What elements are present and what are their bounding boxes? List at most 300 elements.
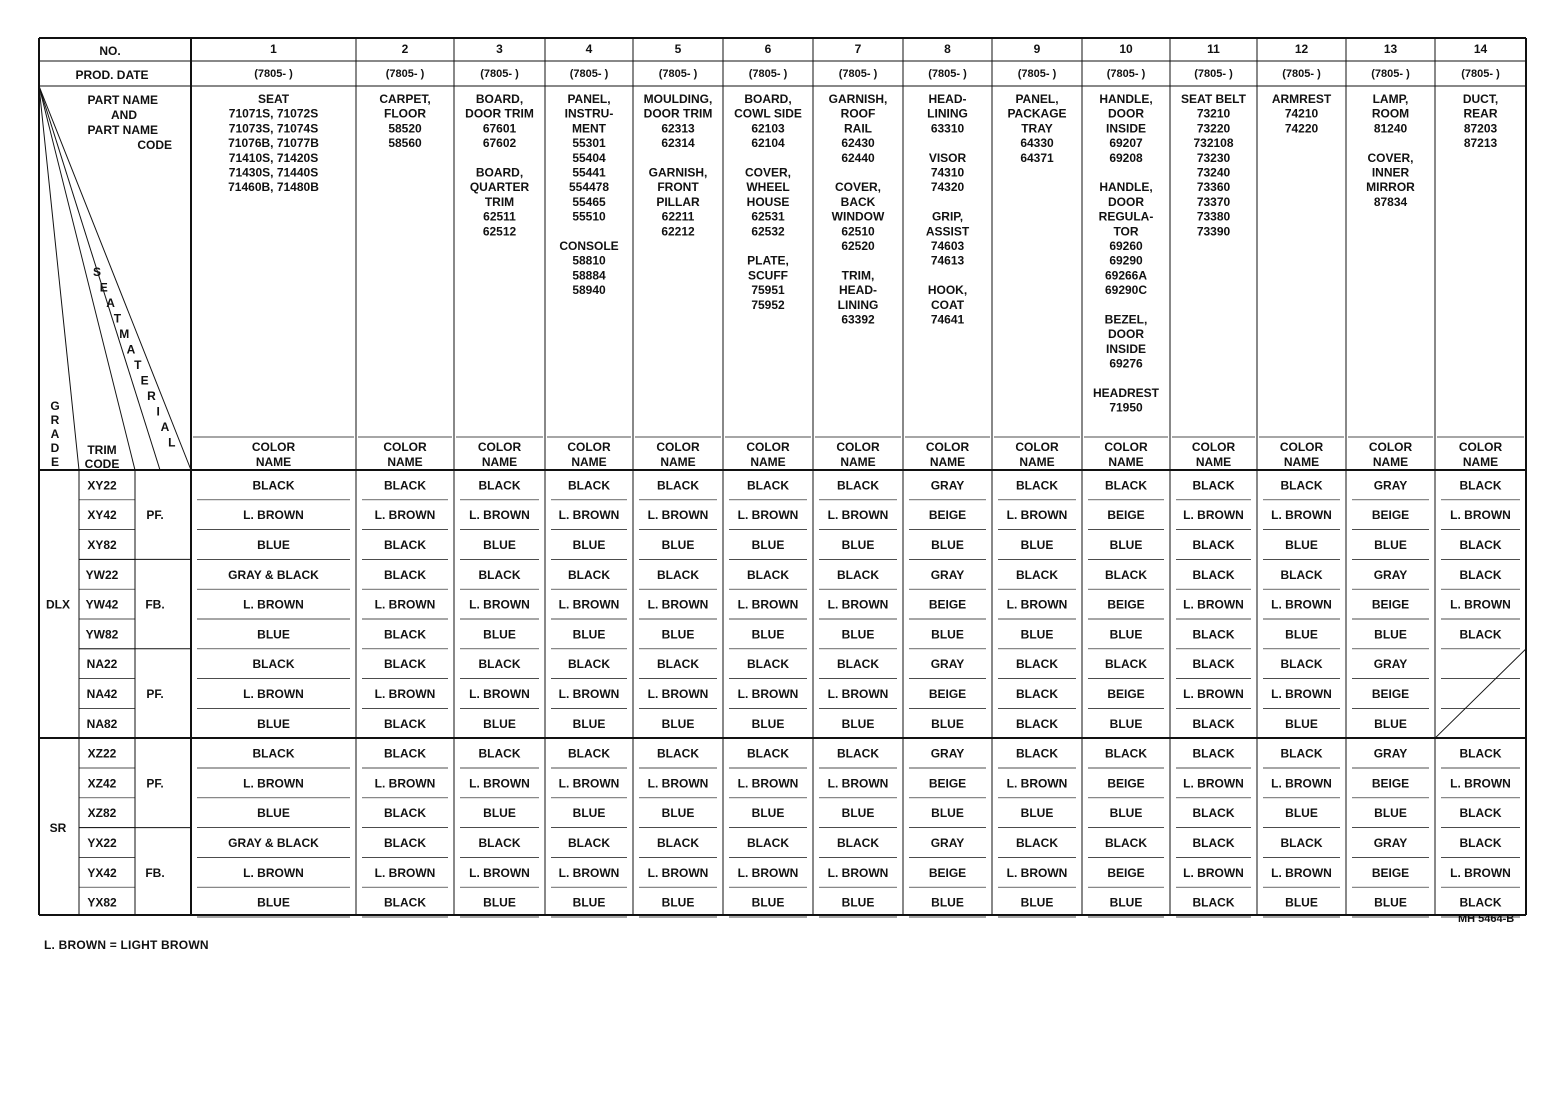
column-number: 14 [1473, 42, 1488, 56]
prod-date: (7805- ) [1106, 68, 1146, 80]
color-cell: L. BROWN [1450, 776, 1511, 791]
color-cell: BLACK [568, 657, 610, 672]
seat-material-letter: E [99, 280, 108, 295]
color-cell: BLACK [1459, 836, 1502, 850]
color-cell: GRAY [1373, 657, 1408, 672]
part-name: RAIL [844, 121, 872, 136]
part-name: 58810 [572, 253, 606, 268]
part-name: PACKAGE [1007, 106, 1067, 121]
color-cell: BLACK [837, 478, 879, 493]
column-number: 4 [585, 42, 593, 56]
part-name: 69260 [1109, 239, 1143, 253]
color-cell: L. BROWN [1183, 597, 1244, 612]
part-name: COAT [930, 297, 965, 312]
color-name-header: COLOR [1104, 440, 1148, 454]
color-cell: BLACK [657, 567, 699, 582]
color-cell: L. BROWN [558, 597, 620, 612]
part-name-header: AND [111, 108, 137, 122]
part-name: DOOR [1108, 327, 1144, 342]
column-number: 2 [401, 42, 409, 56]
color-cell: BLACK [747, 836, 789, 850]
color-cell: BLUE [1285, 538, 1318, 552]
part-name: 62212 [661, 224, 695, 239]
part-name: 73360 [1196, 180, 1231, 195]
part-name: 62520 [841, 239, 875, 253]
color-name-header: NAME [660, 455, 696, 469]
trim-code: XZ82 [87, 806, 117, 821]
color-cell: BLACK [478, 836, 521, 850]
color-cell: BLACK [384, 538, 426, 552]
color-cell: BLACK [1105, 478, 1147, 493]
color-cell: BEIGE [928, 597, 967, 612]
footnote: L. BROWN = LIGHT BROWN [44, 938, 209, 952]
part-name: GARNISH, [648, 165, 708, 180]
part-name: REGULA- [1098, 209, 1154, 224]
color-cell: L. BROWN [374, 776, 436, 791]
part-name: HOUSE [746, 194, 790, 209]
color-cell: BLACK [1192, 836, 1235, 850]
color-cell: BLACK [1192, 657, 1235, 672]
trim-code: YX22 [87, 836, 117, 850]
color-cell: BLUE [483, 538, 516, 552]
color-cell: L. BROWN [737, 597, 799, 612]
part-name: DOOR TRIM [465, 106, 534, 121]
part-name: 73380 [1196, 209, 1231, 224]
part-name: TRIM [484, 194, 515, 209]
color-cell: L. BROWN [737, 865, 799, 880]
color-cell: BLACK [384, 836, 426, 850]
color-cell: BLACK [837, 567, 879, 582]
color-cell: L. BROWN [469, 687, 530, 701]
color-cell: BLUE [257, 627, 290, 642]
part-name: MOULDING, [643, 92, 713, 106]
part-name: 55441 [572, 165, 606, 180]
color-cell: BLACK [657, 746, 699, 761]
color-cell: BLACK [252, 746, 295, 761]
color-cell: GRAY [1373, 478, 1408, 493]
part-name: FLOOR [384, 106, 426, 121]
color-name-header: COLOR [1191, 440, 1236, 454]
color-cell: BLACK [384, 746, 426, 761]
trim-code: XZ42 [87, 776, 117, 791]
grade-letter: G [50, 399, 60, 413]
color-cell: BLACK [1459, 538, 1502, 552]
part-name: 62103 [751, 121, 785, 136]
color-cell: L. BROWN [558, 687, 620, 701]
color-cell: BLUE [1285, 806, 1318, 821]
color-cell: BLUE [841, 716, 875, 731]
trim-code: YW22 [85, 567, 119, 582]
color-name-header: COLOR [477, 440, 522, 454]
color-cell: BLACK [1280, 746, 1323, 761]
part-name: 69290 [1109, 253, 1143, 268]
color-cell: BLUE [661, 627, 695, 642]
part-name: ROOF [840, 106, 876, 121]
part-name: TOR [1113, 224, 1139, 239]
color-name-header: COLOR [1015, 440, 1059, 454]
part-name: 74210 [1284, 106, 1319, 121]
part-name: 81240 [1373, 121, 1408, 136]
color-cell: L. BROWN [827, 597, 889, 612]
part-name: REAR [1463, 106, 1498, 121]
part-name: 74320 [930, 180, 965, 195]
color-cell: BEIGE [1371, 597, 1410, 612]
color-cell: BLUE [661, 716, 695, 731]
part-name: 64371 [1020, 150, 1054, 165]
column-number: 12 [1294, 42, 1309, 56]
color-cell: L. BROWN [1271, 687, 1332, 701]
part-name: CARPET, [379, 92, 431, 106]
part-name: VISOR [928, 150, 967, 165]
color-cell: BLUE [931, 627, 964, 642]
color-cell: L. BROWN [647, 865, 709, 880]
column-number: 9 [1033, 42, 1041, 56]
color-cell: L. BROWN [243, 865, 304, 880]
color-cell: BLUE [1109, 806, 1143, 821]
color-cell: BLUE [1374, 895, 1407, 910]
trim-code: XZ22 [87, 746, 117, 761]
color-cell: BLUE [841, 627, 875, 642]
part-name: PLATE, [747, 253, 789, 268]
grade-letter: R [50, 413, 60, 427]
color-cell: L. BROWN [737, 508, 799, 523]
color-cell: BLUE [751, 538, 785, 552]
part-name: 58520 [388, 121, 422, 136]
color-cell: BLACK [1280, 567, 1323, 582]
part-name: BOARD, [744, 92, 792, 106]
color-cell: GRAY [930, 657, 965, 672]
color-cell: L. BROWN [647, 597, 709, 612]
color-cell: BLACK [837, 836, 879, 850]
part-name: SEAT BELT [1181, 92, 1246, 106]
no-label: NO. [99, 44, 121, 58]
part-name: WHEEL [746, 180, 790, 195]
color-name-header: COLOR [836, 440, 880, 454]
color-cell: BLUE [257, 538, 290, 552]
seat-material-letter: S [92, 265, 102, 279]
color-cell: L. BROWN [469, 508, 530, 523]
color-cell: BLUE [1109, 895, 1143, 910]
color-cell: BLUE [1109, 627, 1143, 642]
color-cell: L. BROWN [243, 687, 304, 701]
trim-code: YW42 [85, 597, 119, 612]
prod-date: (7805- ) [385, 68, 425, 80]
part-name: 62510 [841, 224, 875, 239]
color-cell: GRAY [1373, 836, 1408, 850]
color-name-header: NAME [1019, 455, 1055, 469]
color-cell: BLACK [1105, 657, 1147, 672]
color-cell: L. BROWN [243, 597, 304, 612]
color-cell: L. BROWN [827, 687, 889, 701]
color-cell: BEIGE [928, 687, 967, 701]
grade-letter: E [50, 455, 60, 469]
part-name: 73210 [1196, 106, 1231, 121]
color-name-header: NAME [255, 455, 292, 469]
color-name-header: COLOR [1279, 440, 1324, 454]
color-cell: GRAY [930, 478, 965, 493]
part-name: 62532 [751, 224, 785, 239]
part-name: 64330 [1020, 136, 1054, 151]
color-cell: BLACK [1105, 746, 1147, 761]
color-cell: BLUE [751, 806, 785, 821]
color-cell: BLACK [1016, 716, 1058, 731]
color-cell: BLACK [657, 657, 699, 672]
trim-code: NA42 [86, 687, 118, 701]
part-name: 62314 [661, 136, 695, 151]
color-name-header: NAME [1462, 455, 1499, 469]
color-cell: L. BROWN [374, 508, 436, 523]
column-number: 10 [1119, 42, 1133, 56]
color-cell: L. BROWN [1006, 865, 1068, 880]
part-name: LINING [837, 297, 879, 312]
color-cell: GRAY [930, 836, 965, 850]
column-number: 3 [496, 42, 503, 56]
color-cell: L. BROWN [558, 508, 620, 523]
color-name-header: NAME [840, 455, 876, 469]
color-cell: L. BROWN [558, 776, 620, 791]
not-applicable-diagonal [1435, 649, 1526, 738]
color-cell: GRAY & BLACK [228, 567, 319, 582]
part-name: 71460B, 71480B [228, 180, 319, 195]
seat-material-letter: T [134, 358, 142, 372]
prod-date: (7805- ) [658, 68, 698, 80]
document-id: MH 5464-B [1458, 913, 1515, 925]
color-cell: BEIGE [1107, 597, 1145, 612]
trim-code: NA22 [86, 657, 118, 672]
part-name: 58560 [388, 136, 422, 151]
color-cell: L. BROWN [374, 865, 436, 880]
color-cell: BLACK [1016, 657, 1058, 672]
color-cell: BLUE [257, 895, 290, 910]
part-name: 71076B, 71077B [228, 136, 319, 151]
color-cell: GRAY & BLACK [228, 836, 319, 850]
color-name-header: NAME [1283, 455, 1320, 469]
part-name: 74220 [1284, 121, 1319, 136]
color-cell: BLACK [478, 478, 521, 493]
trim-code: YW82 [85, 627, 119, 642]
column-number: 1 [270, 42, 277, 56]
color-cell: L. BROWN [1271, 597, 1332, 612]
seat-material-letter: A [126, 342, 136, 357]
color-cell: L. BROWN [647, 508, 709, 523]
part-name: 87213 [1463, 136, 1498, 151]
trim-code-header: TRIM [87, 443, 117, 457]
color-cell: L. BROWN [827, 776, 889, 791]
color-cell: BLACK [384, 716, 426, 731]
color-cell: BEIGE [928, 776, 967, 791]
part-name: 73370 [1196, 194, 1231, 209]
part-name: 67602 [482, 136, 517, 151]
prod-date: (7805- ) [1282, 68, 1321, 80]
part-name: HEAD- [928, 92, 967, 106]
prod-date: (7805- ) [748, 68, 788, 80]
color-cell: BLACK [1192, 806, 1235, 821]
color-name-header: NAME [571, 455, 607, 469]
part-name: 73230 [1196, 150, 1231, 165]
color-cell: BEIGE [1371, 776, 1410, 791]
color-cell: L. BROWN [469, 597, 530, 612]
part-name: INSTRU- [564, 106, 614, 121]
part-name: 62511 [483, 209, 516, 224]
color-cell: BLUE [257, 806, 290, 821]
part-name: 69266A [1104, 268, 1148, 283]
color-cell: L. BROWN [374, 597, 436, 612]
part-name: 55404 [572, 150, 606, 165]
part-name: COVER, [744, 165, 792, 180]
part-name: 69290C [1104, 283, 1148, 298]
color-cell: BLACK [1016, 687, 1058, 701]
color-cell: BEIGE [928, 508, 967, 523]
color-cell: BLACK [568, 478, 610, 493]
color-cell: BLACK [384, 806, 426, 821]
color-name-header: NAME [929, 455, 966, 469]
part-name: 63310 [930, 121, 965, 136]
color-cell: BLACK [747, 567, 789, 582]
part-name: 55301 [572, 136, 606, 151]
part-name: 58884 [572, 268, 606, 283]
part-name: 63392 [841, 312, 875, 327]
color-cell: BLUE [661, 538, 695, 552]
part-name: GRIP, [931, 209, 964, 224]
part-name: 69207 [1109, 136, 1143, 151]
color-cell: BLACK [478, 746, 521, 761]
part-name: 74310 [930, 165, 965, 180]
color-cell: BLUE [483, 895, 516, 910]
part-name: 62531 [751, 209, 785, 224]
color-cell: BLUE [1020, 627, 1054, 642]
part-name: BACK [840, 194, 876, 209]
color-cell: BLACK [747, 478, 789, 493]
color-name-header: COLOR [567, 440, 611, 454]
color-cell: BLUE [1285, 716, 1318, 731]
part-name: 69208 [1109, 150, 1143, 165]
color-cell: BEIGE [1371, 508, 1410, 523]
column-number: 6 [764, 42, 772, 56]
part-name: SEAT [257, 92, 290, 106]
seat-material-letter: T [113, 311, 122, 326]
color-cell: GRAY [930, 746, 965, 761]
part-name: LINING [927, 106, 968, 121]
color-name-header: COLOR [1458, 440, 1503, 454]
part-name: 67601 [482, 121, 517, 136]
color-cell: BEIGE [928, 865, 967, 880]
color-cell: BLACK [1105, 567, 1147, 582]
color-cell: L. BROWN [1006, 597, 1068, 612]
color-cell: BLACK [1459, 567, 1502, 582]
color-cell: BLUE [661, 806, 695, 821]
color-cell: BLACK [568, 836, 610, 850]
part-name: COVER, [1367, 150, 1414, 165]
part-name: PANEL, [567, 92, 611, 106]
color-cell: BLUE [841, 806, 875, 821]
color-cell: BLACK [1192, 895, 1235, 910]
part-name: COWL SIDE [734, 106, 802, 121]
color-cell: L. BROWN [737, 776, 799, 791]
color-cell: L. BROWN [374, 687, 436, 701]
part-name-header: CODE [137, 138, 172, 152]
color-cell: BLUE [1109, 538, 1143, 552]
color-cell: BLACK [1280, 657, 1323, 672]
color-cell: L. BROWN [469, 865, 530, 880]
part-name: DUCT, [1462, 92, 1499, 106]
part-name: CONSOLE [559, 239, 619, 253]
color-cell: BEIGE [1107, 776, 1145, 791]
part-name: 73220 [1196, 121, 1231, 136]
part-name: 71950 [1109, 400, 1143, 415]
seat-material: FB. [145, 597, 165, 612]
color-cell: BLUE [483, 716, 516, 731]
color-cell: BLUE [572, 895, 606, 910]
color-cell: BLUE [572, 538, 606, 552]
color-cell: BLUE [1285, 895, 1318, 910]
seat-material-letter: A [106, 296, 115, 310]
part-name: 71410S, 71420S [228, 150, 319, 165]
color-cell: BLACK [1016, 836, 1058, 850]
color-cell: GRAY [930, 567, 965, 582]
trim-code: XY82 [87, 538, 117, 552]
color-cell: L. BROWN [1450, 508, 1511, 523]
color-cell: BLACK [1016, 478, 1058, 493]
color-cell: BLACK [1016, 567, 1058, 582]
color-cell: BLACK [568, 567, 610, 582]
color-cell: BLACK [657, 836, 699, 850]
part-name: HOOK, [927, 283, 968, 298]
prod-date: (7805- ) [480, 68, 519, 80]
color-cell: BLUE [931, 538, 964, 552]
prod-date: (7805- ) [1461, 68, 1500, 80]
part-name: ASSIST [925, 224, 970, 239]
color-cell: BLACK [568, 746, 610, 761]
part-name: 75952 [751, 297, 785, 312]
part-name: 73390 [1196, 224, 1231, 239]
color-cell: BLUE [1020, 895, 1054, 910]
part-name: BOARD, [475, 165, 524, 180]
color-cell: BEIGE [1371, 865, 1410, 880]
color-cell: BLUE [1109, 716, 1143, 731]
color-cell: BLUE [1374, 538, 1407, 552]
prod-date: (7805- ) [254, 68, 293, 80]
part-name: 74603 [930, 239, 965, 253]
color-cell: BLACK [1280, 478, 1323, 493]
color-cell: L. BROWN [243, 776, 304, 791]
color-cell: BLACK [1280, 836, 1323, 850]
color-cell: BLUE [572, 806, 606, 821]
part-name: COVER, [834, 180, 882, 195]
color-cell: L. BROWN [647, 687, 709, 701]
part-name: 74613 [930, 253, 965, 268]
part-name: 71073S, 71074S [228, 121, 319, 136]
color-cell: BLACK [478, 657, 521, 672]
color-cell: BLACK [1192, 538, 1235, 552]
color-cell: L. BROWN [1183, 776, 1244, 791]
part-name: 87834 [1373, 194, 1408, 209]
part-name: 73240 [1196, 165, 1231, 180]
color-cell: BLACK [1459, 478, 1502, 493]
part-name: DOOR [1108, 106, 1144, 121]
color-cell: BLUE [1020, 806, 1054, 821]
part-name: HANDLE, [1099, 92, 1153, 106]
color-cell: BLUE [1374, 627, 1407, 642]
color-cell: BLUE [1374, 806, 1407, 821]
color-cell: BLACK [384, 567, 426, 582]
color-cell: BLACK [384, 478, 426, 493]
seat-material-letter: A [160, 420, 170, 434]
color-cell: BLUE [931, 716, 964, 731]
color-cell: BLUE [572, 716, 606, 731]
color-cell: BLUE [257, 716, 290, 731]
prod-date: (7805- ) [1017, 68, 1057, 80]
color-cell: L. BROWN [1271, 508, 1332, 523]
